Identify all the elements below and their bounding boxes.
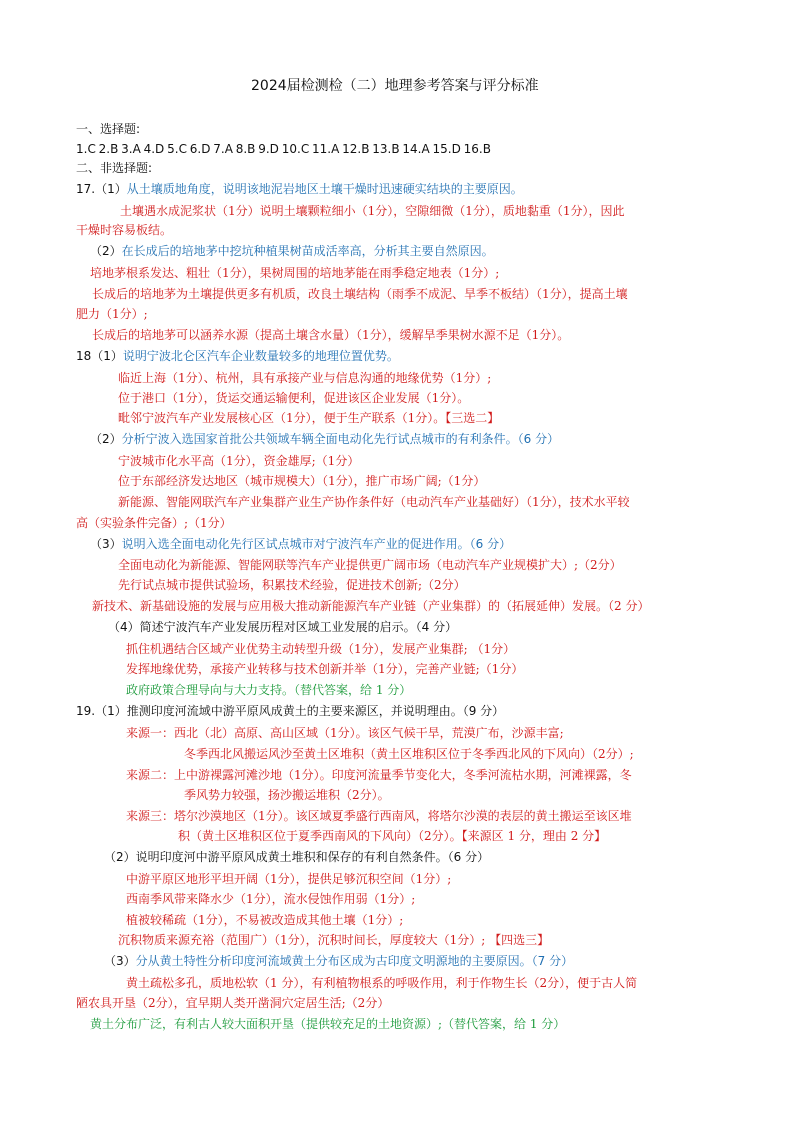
answer-line: 肥力（1分）; — [76, 307, 148, 321]
answer-line: 土壤遇水成泥浆状（1分）说明土壤颗粒细小（1分），空隙细微（1分），质地黏重（1分），因此 — [120, 204, 625, 218]
answer-line: 新技术、新基础设施的发展与应用极大推动新能源汽车产业链（产业集群）的（拓展延伸）发展。（2 分） — [92, 599, 650, 613]
question-line: 18（1）说明宁波北仑区汽车企业数量较多的地理位置优势。 — [76, 349, 399, 363]
choice-answers: 1.C 2.B 3.A 4.D 5.C 6.D 7.A 8.B 9.D 10.C 11.A 12.B 13.B 14.A 15.D 16.B — [76, 142, 491, 156]
answer-line: 新能源、智能网联汽车产业集群产业生产协作条件好（电动汽车产业基础好）（1分），技术水平较 — [118, 495, 630, 509]
answer-line-alt: 黄土分布广泛，有利古人较大面积开垦（提供较充足的土地资源）;（替代答案，给 1 分） — [90, 1017, 566, 1031]
answer-line: 植被较稀疏（1分），不易被改造成其他土壤（1分）; — [126, 913, 404, 927]
answer-line: 位于港口（1分），货运交通运输便利，促进该区企业发展（1分）。 — [118, 391, 470, 405]
page-title: 2024届检测检（二）地理参考答案与评分标准 — [251, 78, 539, 94]
answer-line: 临近上海（1分）、杭州，具有承接产业与信息沟通的地缘优势（1分）; — [118, 371, 492, 385]
section-heading-nonchoice: 二、非选择题: — [76, 161, 153, 175]
answer-line: 中游平原区地形平坦开阔（1分），提供足够沉积空间（1分）; — [126, 872, 452, 886]
answer-line: 黄土疏松多孔，质地松软（1 分），有利植物根系的呼吸作用，利于作物生长（2分），便于古人简 — [126, 976, 638, 990]
question-line: 17.（1）从土壤质地角度，说明该地泥岩地区土壤干燥时迅速硬实结块的主要原因。 — [76, 182, 523, 196]
answer-line-alt: 政府政策合理导向与大力支持。（替代答案，给 1 分） — [126, 683, 412, 697]
answer-line: 高（实验条件完备）;（1分） — [76, 516, 232, 530]
answer-line: 毗邻宁波汽车产业发展核心区（1分），便于生产联系（1分）。【三选二】 — [118, 411, 500, 425]
answer-line: 积（黄土区堆积区位于夏季西南风的下风向）（2分）。【来源区 1 分，理由 2 分】 — [178, 829, 607, 843]
answer-line: 抓住机遇结合区域产业优势主动转型升级（1分），发展产业集群; （1分） — [126, 642, 516, 656]
answer-line: 来源三：塔尔沙漠地区（1分）。该区域夏季盛行西南风，将塔尔沙漠的表层的黄土搬运至该区堆 — [126, 809, 632, 823]
answer-line: 干燥时容易板结。 — [76, 223, 173, 237]
question-line: （2）说明印度河中游平原风成黄土堆积和保存的有利自然条件。（6 分） — [104, 850, 490, 864]
answer-line: 位于东部经济发达地区（城市规模大）（1分），推广市场广阔;（1分） — [118, 474, 486, 488]
question-line: （3）分从黄土特性分析印度河流域黄土分布区成为古印度文明源地的主要原因。（7 分） — [104, 954, 574, 968]
answer-line: 全面电动化为新能源、智能网联等汽车产业提供更广阔市场（电动汽车产业规模扩大）;（2分） — [118, 558, 622, 572]
answer-line: 季风势力较强，扬沙搬运堆积（2分）。 — [184, 788, 390, 802]
answer-line: 冬季西北风搬运风沙至黄土区堆积（黄土区堆积区位于冬季西北风的下风向）（2分）; — [184, 747, 634, 761]
question-line: （3）说明入选全面电动化先行区试点城市对宁波汽车产业的促进作用。（6 分） — [90, 537, 512, 551]
question-line: （2）在长成后的培地茅中挖坑种植果树苗成活率高，分析其主要自然原因。 — [90, 244, 494, 258]
answer-line: 沉积物质来源充裕（范围广）（1分），沉积时间长，厚度较大（1分）; 【四选三】 — [118, 933, 550, 947]
answer-line: 长成后的培地茅可以涵养水源（提高土壤含水量）（1分），缓解旱季果树水源不足（1分）。 — [92, 328, 570, 342]
answer-line: 西南季风带来降水少（1分），流水侵蚀作用弱（1分）; — [126, 892, 416, 906]
section-heading-choice: 一、选择题: — [76, 122, 141, 136]
answer-line: 来源二：上中游裸露河滩沙地（1分）。印度河流量季节变化大，冬季河流枯水期，河滩裸露，冬 — [126, 768, 632, 782]
answer-line: 培地茅根系发达、粗壮（1分），果树周围的培地茅能在雨季稳定地表（1分）; — [90, 266, 500, 280]
answer-line: 来源一：西北（北）高原、高山区域（1分）。该区气候干旱，荒漠广布，沙源丰富; — [126, 726, 564, 740]
answer-line: 长成后的培地茅为土壤提供更多有机质，改良土壤结构（雨季不成泥、旱季不板结）（1分），提高土壤 — [92, 287, 628, 301]
question-line: （2）分析宁波入选国家首批公共领域车辆全面电动化先行试点城市的有利条件。（6 分） — [90, 432, 560, 446]
answer-line: 宁波城市化水平高（1分），资金雄厚;（1分） — [118, 454, 360, 468]
question-line: 19.（1）推测印度河流域中游平原风成黄土的主要来源区，并说明理由。（9 分） — [76, 704, 505, 718]
answer-line: 先行试点城市提供试验场，积累技术经验，促进技术创新;（2分） — [118, 578, 466, 592]
answer-line: 陋农具开垦（2分），宜早期人类开凿洞穴定居生活;（2分） — [76, 996, 390, 1010]
answer-line: 发挥地缘优势，承接产业转移与技术创新并举（1分），完善产业链;（1分） — [126, 662, 524, 676]
question-line: （4）简述宁波汽车产业发展历程对区域工业发展的启示。（4 分） — [108, 620, 458, 634]
